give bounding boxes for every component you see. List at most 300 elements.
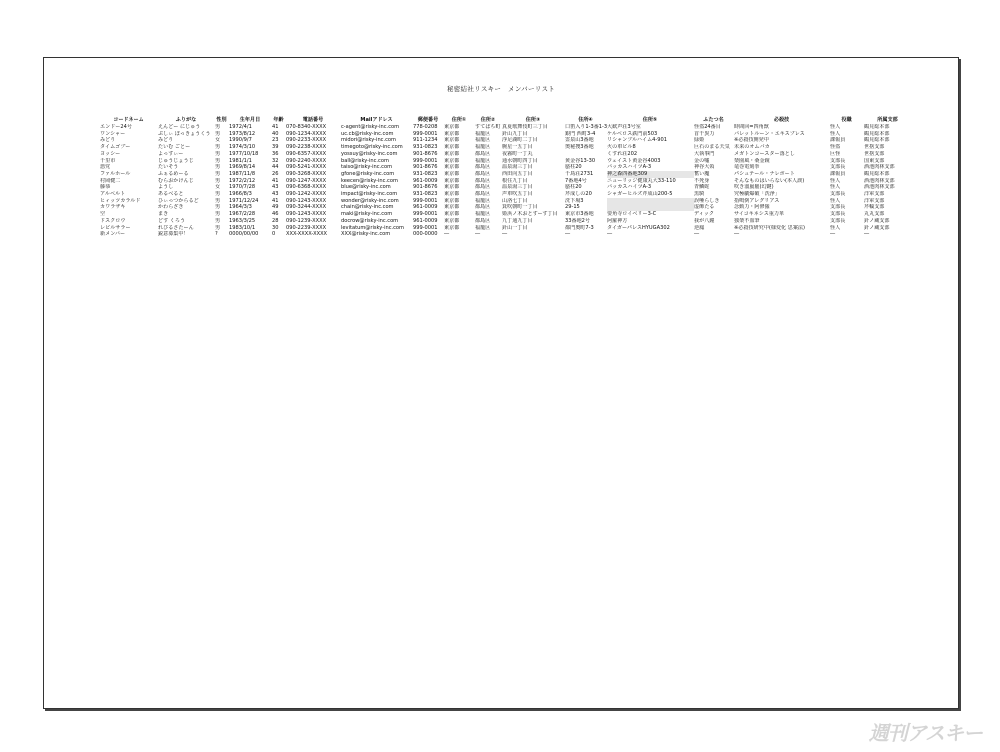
table-cell: ひぃっつからるど [158, 197, 199, 204]
table-cell: 都島区 [475, 217, 491, 224]
table-cell: 怪人 [830, 177, 841, 184]
table-cell: 通水朝町四丁目 [502, 157, 538, 164]
table-cell: 金の嘘 [694, 157, 710, 164]
table-cell: タイガーパレスHYUGA302 [607, 224, 670, 231]
column-header: 住所② [480, 117, 496, 123]
table-cell: 1972/4/1 [229, 124, 252, 130]
table-cell: 都島区 [475, 204, 491, 211]
table-cell: blue@risky-inc.com [341, 184, 391, 191]
table-cell: gfone@risky-inc.com [341, 170, 395, 177]
column-header: ふりがな [175, 117, 197, 123]
table-cell: 男 [215, 164, 221, 171]
table-cell: 山洛七丁目 [502, 197, 528, 204]
table-cell: 961-0009 [413, 204, 438, 211]
table-cell: 東京都 [444, 137, 460, 144]
table-cell: 怪人 [830, 197, 841, 204]
table-cell: 時間回=四角獣 [734, 124, 769, 130]
table-cell: 44 [272, 164, 279, 171]
table-cell: 怪人 [830, 224, 841, 231]
table-row [100, 158, 912, 165]
table-cell: uc.cb@risky-inc.com [341, 130, 394, 137]
table-cell: 090-3244-XXXX [286, 204, 327, 211]
table-cell: 090-6357-XXXX [286, 150, 327, 157]
table-cell: 国東支部 [864, 157, 885, 164]
table-cell: 九丁通九丁目 [502, 217, 533, 224]
table-cell: 諜報員 [830, 137, 846, 144]
table-cell: たいむ ごとー [158, 144, 191, 151]
table-cell: 鶴見総本部 [864, 130, 890, 137]
table-row [100, 137, 912, 144]
table-cell: 怪人 [830, 130, 841, 137]
table-cell: ぷしぃ ぼっきょうくう [158, 130, 211, 137]
table-cell: 090-6368-XXXX [286, 184, 327, 191]
table-cell: 世捨支部 [864, 150, 885, 157]
table-cell: ウェイスト黄金谷4003 [607, 157, 661, 164]
table-cell: 銀門 西町3-4 [565, 130, 596, 137]
table-cell: 霊泉山3番地 [565, 137, 594, 144]
table-cell: 090-1234-XXXX [286, 130, 327, 137]
table-cell: 東京都 [444, 204, 460, 211]
table-cell: 姫浜ノ木おとすーす丁目 [502, 211, 558, 218]
table-cell: 090-2239-XXXX [286, 224, 327, 231]
table-row [100, 211, 912, 218]
table-cell: 根住九丁目 [502, 177, 528, 184]
table-cell: ニューリッジ健康丸大33-110 [607, 177, 676, 184]
table-cell: 901-8676 [413, 150, 438, 157]
table-cell: maki@risky-inc.com [341, 211, 393, 218]
table-cell: XXX-XXXX-XXXX [286, 231, 328, 238]
table-cell: 999-0001 [413, 157, 438, 164]
table-row [100, 171, 912, 178]
table-cell: ― [444, 231, 450, 238]
table-row [100, 151, 912, 158]
table-cell: 都島区 [475, 191, 491, 198]
table-cell: 蜃柱20 [565, 184, 582, 191]
table-cell: 村岡健二 [100, 177, 121, 184]
column-header: Mailアドレス [360, 117, 393, 123]
table-cell: yossuy@risky-inc.com [341, 150, 398, 157]
table-cell: 39 [272, 144, 279, 151]
table-cell: 男 [215, 144, 221, 151]
table-cell: 指鳴倒アレグリアス [734, 197, 780, 204]
table-cell: 30 [272, 224, 279, 231]
table-cell: 蜃柱20 [565, 164, 582, 171]
table-cell: ― [475, 231, 481, 238]
table-cell: 丸丸支部 [864, 211, 885, 218]
table-cell: 都島区 [475, 170, 491, 177]
table-cell: 男 [215, 191, 221, 198]
table-cell: よっすぃー [158, 150, 184, 157]
column-header: 住所③ [525, 117, 541, 123]
table-cell: ― [694, 231, 700, 238]
table-cell: 不死身 [694, 177, 710, 184]
table-cell: 931-0823 [413, 191, 438, 198]
column-header: 郵便番号 [417, 117, 439, 123]
table-cell: 46 [272, 211, 279, 218]
table-cell: 真夏歌舞伎町三丁目 [502, 124, 548, 130]
table-cell: ― [734, 231, 740, 238]
table-cell: 楽園風・桑金鏡 [734, 157, 770, 164]
table-body [100, 124, 912, 238]
table-row [100, 124, 912, 131]
member-table [100, 116, 912, 238]
table-cell: 41 [272, 124, 279, 130]
table-cell: 東京都 [444, 184, 460, 191]
table-cell: 洋軍支部 [864, 197, 885, 204]
table-cell: 男 [215, 177, 221, 184]
table-cell: ふぁるめーる [158, 170, 189, 177]
table-row [100, 191, 912, 198]
table-cell: 針ノ蔵支部 [864, 224, 890, 231]
table-cell: 男 [215, 124, 221, 130]
table-cell: 酒池肉林支部 [864, 164, 895, 171]
table-cell: ※必殺技研究中(様変化 思案法) [734, 224, 805, 231]
table-cell: 東京都 [444, 144, 460, 151]
table-cell: 支部長 [830, 191, 846, 198]
table-cell: 090-3268-XXXX [286, 170, 327, 177]
table-cell: 吹き溜嵐罷(幻鍵) [734, 184, 774, 191]
table-cell: 東京都 [444, 211, 460, 218]
table-cell: ヒィッツカラルド [100, 197, 141, 204]
table-cell: 黄金谷13-30 [565, 157, 596, 164]
table-cell: 28 [272, 217, 279, 224]
table-row [100, 184, 912, 191]
table-cell: 32 [272, 157, 279, 164]
table-cell: みどり [100, 137, 116, 144]
table-cell: 虚飾たる [694, 204, 715, 211]
table-cell: 鶴見総本部 [864, 137, 890, 144]
table-cell: 男 [215, 217, 221, 224]
table-cell: 090-2238-XXXX [286, 144, 327, 151]
column-header: 生年月日 [239, 117, 261, 123]
table-cell: 男 [215, 204, 221, 211]
table-cell: メガトンコースター落とし [734, 150, 795, 157]
table-cell: 火の車ビル8 [607, 144, 636, 151]
table-cell: 我が八鐘 [694, 217, 715, 224]
table-cell: 針山九丁目 [502, 130, 528, 137]
table-cell: 東京都 [444, 124, 460, 130]
table-cell: 千里市 [100, 157, 116, 164]
table-row [100, 231, 912, 238]
table-cell [607, 198, 694, 205]
table-row [100, 178, 912, 185]
table-cell: ― [607, 231, 613, 238]
table-cell: 空 [100, 211, 106, 218]
table-cell: 都島区 [475, 184, 491, 191]
table-cell: 961-0009 [413, 217, 438, 224]
table-cell: 福籠区 [475, 130, 491, 137]
table-cell: 090-1243-XXXX [286, 197, 327, 204]
table-cell: 首干異力 [694, 130, 715, 137]
table-cell: みどり [158, 137, 174, 144]
table-cell: 東京市3番地 [565, 211, 594, 218]
table-cell: taiso@risky-inc.com [341, 164, 393, 171]
table-cell: すてばち町 [475, 124, 501, 130]
table-cell: レビルサラー [100, 224, 131, 231]
table-cell: 1973/8/12 [229, 130, 256, 137]
table-cell: 999-0001 [413, 211, 438, 218]
table-cell: 1977/10/18 [229, 150, 259, 157]
table-cell: 支部長 [830, 211, 846, 218]
table-cell: 1971/12/24 [229, 197, 259, 204]
table-cell: 29-15 [565, 204, 580, 211]
table-row [100, 204, 912, 211]
table-cell: ディック [694, 211, 714, 218]
table-cell: 西田向五丁目 [502, 170, 533, 177]
table-cell: カワラザキ [100, 204, 126, 211]
table-cell: かわらざき [158, 204, 184, 211]
table-cell: 931-0823 [413, 144, 438, 151]
table-row [100, 218, 912, 225]
table-cell: 男 [215, 197, 221, 204]
table-row [100, 131, 912, 138]
column-header: 所属支部 [877, 117, 898, 123]
table-cell: 福籠区 [475, 157, 491, 164]
table-cell: 女 [215, 137, 221, 144]
table-cell: 36 [272, 150, 279, 157]
column-header: 電話番号 [302, 117, 324, 123]
table-cell: 奥秘捜3番地 [565, 144, 594, 151]
table-cell: 芹成しの20 [565, 191, 592, 198]
table-cell: 43 [272, 191, 279, 198]
table-cell: wonder@risky-inc.com [341, 197, 399, 204]
table-cell: 778-0208 [413, 124, 438, 130]
table-cell: 支部長 [830, 204, 846, 211]
table-cell: 浮足湖町二丁目 [502, 137, 538, 144]
table-cell: 声車吹五丁目 [502, 191, 533, 198]
table-cell: 49 [272, 204, 279, 211]
table-cell: 酒池肉林支部 [864, 184, 895, 191]
table-cell: 男 [215, 150, 221, 157]
table-cell: 支部長 [830, 157, 846, 164]
table-cell: ようし [158, 184, 174, 191]
table-cell: アルベルト [100, 191, 126, 198]
column-header: 役職 [841, 117, 852, 123]
table-cell: 901-8676 [413, 184, 438, 191]
table-cell: 竜巻電刻拳 [734, 164, 760, 171]
table-cell: 悪党 [100, 164, 111, 171]
table-cell: 931-0823 [413, 170, 438, 177]
table-cell: 福籠区 [475, 197, 491, 204]
table-cell: 男 [215, 130, 221, 137]
table-cell: chain@risky-inc.com [341, 204, 394, 211]
table-cell: 未来のオムバカ [734, 144, 770, 151]
table-cell: ケルベロス鉄門前503 [607, 130, 658, 137]
table-cell: 090-2240-XXXX [286, 157, 327, 164]
table-cell: 東京都 [444, 197, 460, 204]
table-cell: 東京都 [444, 164, 460, 171]
table-cell: 誤唖らしき [694, 197, 720, 204]
table-cell: むらおかけんじ [158, 177, 194, 184]
table-cell: 男 [215, 211, 221, 218]
table-cell: 33番地2号 [565, 217, 591, 224]
table-cell: 世捨支部 [864, 144, 885, 151]
table-cell: 支部長 [830, 164, 846, 171]
table-cell: ― [830, 231, 836, 238]
table-cell: たいそう [158, 164, 179, 171]
table-cell: 1974/3/10 [229, 144, 256, 151]
table-cell: パシュテール・ナレボート [734, 170, 795, 177]
table-cell: 巨石のまる天気 [694, 144, 730, 151]
table-cell: 43 [272, 184, 279, 191]
table-cell: 7番地4号 [565, 177, 587, 184]
table-cell: 961-0009 [413, 177, 438, 184]
table-cell [565, 151, 607, 158]
table-cell: ヨッシー [100, 150, 121, 157]
table-cell: 阿羅神方 [607, 217, 628, 224]
table-cell: 千鳥荘2731 [565, 170, 594, 177]
table-cell: 夜霧町一丁丸 [502, 150, 533, 157]
column-header: 住所④ [578, 117, 593, 123]
table-cell: 怪盗 [830, 144, 841, 151]
table-cell: levitatum@risky-inc.com [341, 224, 405, 231]
table-cell: 針山一丁目 [502, 224, 528, 231]
table-cell: 090-1243-XXXX [286, 211, 327, 218]
table-cell: 怪人 [830, 184, 841, 191]
table-cell: くすれ荘202 [607, 150, 638, 157]
table-cell: 東京都 [444, 157, 460, 164]
table-cell: サイコキネシス重力革 [734, 211, 785, 218]
document-title: 秘密結社リスキー メンバーリスト [446, 85, 556, 93]
table-cell: れびるさたーん [158, 224, 194, 231]
table-cell: エンドー24号 [100, 124, 132, 130]
table-cell: 鶴見総本部 [864, 170, 890, 177]
column-header: コードネーム [113, 117, 144, 123]
table-cell: そんなものはいらない(本人談) [734, 177, 805, 184]
table-cell: 黒騎 [694, 191, 705, 198]
table-cell: 1967/2/28 [229, 211, 256, 218]
table-cell: どす くろう [158, 217, 186, 224]
table-cell: ドスクロウ [100, 217, 126, 224]
table-cell: 男 [215, 170, 221, 177]
table-cell: 0 [272, 231, 276, 238]
table-cell: 911-1234 [413, 137, 438, 144]
table-cell: 41 [272, 177, 279, 184]
table-cell: 温泉湯三丁目 [502, 164, 533, 171]
table-cell: timegoto@risky-inc.com [341, 144, 403, 151]
table-cell [607, 204, 694, 211]
table-cell: 洋軍支部 [864, 191, 885, 198]
table-cell: 都島区 [475, 150, 491, 157]
table-cell: 東京都 [444, 150, 460, 157]
table-cell: 要角寺ロイベリー3-C [607, 211, 657, 218]
table-cell: 藤恭 [100, 184, 111, 191]
table-cell: midori@risky-inc.com [341, 137, 396, 144]
table-cell: 洗下場3 [565, 197, 584, 204]
table-cell: ファルホール [100, 170, 131, 177]
table-cell: 東京都 [444, 217, 460, 224]
table-cell: 温泉湯三丁目 [502, 184, 533, 191]
table-cell: 1969/8/14 [229, 164, 256, 171]
table-cell: 福籠区 [475, 224, 491, 231]
table-cell: 諜報員 [830, 170, 846, 177]
table-cell: えんどー にじゅう [158, 124, 201, 130]
table-cell: 000-0000 [413, 231, 438, 238]
column-header: 住所① [451, 117, 467, 123]
table-cell: 口笛入り1-3番1-3 [565, 124, 607, 130]
table-cell: 東京都 [444, 170, 460, 177]
table-cell: docrow@risky-inc.com [341, 217, 399, 224]
table-cell: 090-1242-XXXX [286, 191, 327, 198]
table-cell: ※必殺技開発中 [734, 137, 769, 144]
table-cell: 東京都 [444, 130, 460, 137]
table-cell: ― [565, 231, 571, 238]
table-cell: 緑姫 [694, 137, 705, 144]
table-cell: ― [864, 231, 870, 238]
table-cell: タイムゴブー [100, 144, 131, 151]
table-cell: 神之森四番地309 [607, 171, 694, 178]
watermark-logo: 週刊アスキー [868, 721, 982, 745]
table-cell: 巨怪 [830, 150, 841, 157]
table-cell: ball@risky-inc.com [341, 157, 389, 164]
member-list-sheet [43, 57, 959, 709]
table-cell: 都門奥町7-3 [565, 224, 594, 231]
table-cell: XXX@risky-inc.com [341, 231, 391, 238]
table-cell: バッカスハイツA-3 [607, 184, 652, 191]
table-cell: 神谷大領 [694, 164, 715, 171]
table-cell: c-agent@risky-inc.com [341, 124, 400, 130]
table-cell: 1981/1/1 [229, 157, 252, 164]
table-cell: 090-2233-XXXX [286, 137, 327, 144]
table-cell: 都島区 [475, 164, 491, 171]
table-cell: 1987/11/8 [229, 170, 256, 177]
table-header-row [100, 116, 912, 124]
table-cell: 鋭意募集中！ [158, 231, 189, 238]
table-row [100, 198, 912, 205]
table-cell: 40 [272, 130, 279, 137]
table-cell: 男 [215, 224, 221, 231]
table-cell: 東京都 [444, 177, 460, 184]
table-cell: 070-8340-XXXX [286, 124, 327, 130]
table-row [100, 144, 912, 151]
table-cell: 福籠区 [475, 211, 491, 218]
table-cell: 999-0001 [413, 224, 438, 231]
column-header: 年齢 [273, 117, 284, 123]
table-cell: 090-1247-XXXX [286, 177, 327, 184]
table-cell: ― [502, 231, 508, 238]
table-cell: ? [215, 231, 218, 238]
table-cell: 怪盗24番目 [694, 124, 721, 130]
column-header: 住所⑤ [642, 117, 658, 123]
table-cell: 0000/00/00 [229, 231, 259, 238]
table-cell: 1972/2/12 [229, 177, 256, 184]
table-cell: 鶴見総本部 [864, 124, 890, 130]
table-cell: 男 [215, 157, 221, 164]
table-cell: 独楽不血筆 [734, 217, 760, 224]
table-cell: 究極劇爆破「洗浄」 [734, 191, 780, 198]
table-cell: 酒池肉林支部 [864, 177, 895, 184]
table-cell: 090-5241-XXXX [286, 164, 327, 171]
column-header: 必殺技 [773, 117, 790, 123]
table-cell: 23 [272, 137, 279, 144]
table-cell: 090-1239-XXXX [286, 217, 327, 224]
table-cell: まき [158, 211, 169, 218]
table-row [100, 225, 912, 232]
table-cell: 怪人 [830, 124, 841, 130]
table-cell: 逆鳳 [694, 224, 705, 231]
table-cell: 支部長 [830, 217, 846, 224]
table-cell: 新メンバー [100, 231, 126, 238]
table-cell: 腕星一五丁目 [502, 144, 533, 151]
table-cell: 都島区 [475, 177, 491, 184]
table-cell: 女 [215, 184, 221, 191]
table-cell: ワンシャー [100, 130, 126, 137]
table-cell: 1966/8/3 [229, 191, 252, 198]
table-cell: impact@risky-inc.com [341, 191, 398, 198]
table-cell: 1970/7/28 [229, 184, 256, 191]
table-cell: 1963/3/25 [229, 217, 256, 224]
table-row [100, 164, 912, 171]
